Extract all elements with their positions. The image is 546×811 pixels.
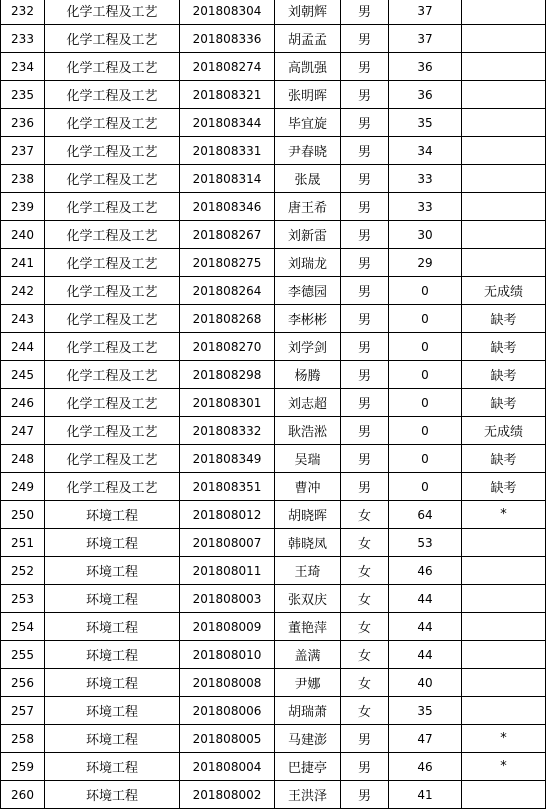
major-cell: 化学工程及工艺 — [45, 53, 180, 81]
student-id-cell: 201808351 — [180, 473, 275, 501]
row-number-cell: 250 — [1, 501, 45, 529]
note-cell: 缺考 — [462, 473, 546, 501]
score-cell: 46 — [389, 753, 462, 781]
student-name-cell: 巴捷亭 — [275, 753, 341, 781]
score-cell: 0 — [389, 277, 462, 305]
gender-cell: 男 — [341, 0, 389, 25]
note-cell — [462, 137, 546, 165]
score-cell: 44 — [389, 641, 462, 669]
major-cell: 化学工程及工艺 — [45, 109, 180, 137]
student-id-cell: 201808346 — [180, 193, 275, 221]
note-cell — [462, 25, 546, 53]
student-id-cell: 201808264 — [180, 277, 275, 305]
student-name-cell: 韩晓凤 — [275, 529, 341, 557]
row-number-cell: 243 — [1, 305, 45, 333]
student-name-cell: 尹春晓 — [275, 137, 341, 165]
major-cell: 环境工程 — [45, 585, 180, 613]
gender-cell: 男 — [341, 753, 389, 781]
score-cell: 37 — [389, 25, 462, 53]
gender-cell: 男 — [341, 389, 389, 417]
major-cell: 化学工程及工艺 — [45, 249, 180, 277]
row-number-cell: 241 — [1, 249, 45, 277]
table-row — [1, 165, 546, 193]
gender-cell: 男 — [341, 445, 389, 473]
note-cell — [462, 81, 546, 109]
note-cell — [462, 0, 546, 25]
major-cell: 化学工程及工艺 — [45, 81, 180, 109]
note-cell — [462, 781, 546, 809]
student-name-cell: 王洪泽 — [275, 781, 341, 809]
gender-cell: 男 — [341, 725, 389, 753]
major-cell: 化学工程及工艺 — [45, 473, 180, 501]
student-id-cell: 201808004 — [180, 753, 275, 781]
table-row — [1, 669, 546, 697]
student-id-cell: 201808268 — [180, 305, 275, 333]
gender-cell: 女 — [341, 613, 389, 641]
student-name-cell: 刘学剑 — [275, 333, 341, 361]
score-cell: 44 — [389, 585, 462, 613]
student-name-cell: 毕宜旋 — [275, 109, 341, 137]
table-row — [1, 613, 546, 641]
student-name-cell: 胡孟孟 — [275, 25, 341, 53]
row-number-cell: 251 — [1, 529, 45, 557]
score-cell: 29 — [389, 249, 462, 277]
table-row — [1, 53, 546, 81]
note-cell — [462, 53, 546, 81]
student-id-cell: 201808006 — [180, 697, 275, 725]
major-cell: 环境工程 — [45, 641, 180, 669]
student-id-cell: 201808301 — [180, 389, 275, 417]
student-id-cell: 201808274 — [180, 53, 275, 81]
gender-cell: 男 — [341, 417, 389, 445]
student-id-cell: 201808304 — [180, 0, 275, 25]
student-name-cell: 董艳萍 — [275, 613, 341, 641]
note-cell: 缺考 — [462, 389, 546, 417]
table-row — [1, 725, 546, 753]
note-cell — [462, 557, 546, 585]
table-row — [1, 193, 546, 221]
row-number-cell: 246 — [1, 389, 45, 417]
major-cell: 化学工程及工艺 — [45, 445, 180, 473]
major-cell: 环境工程 — [45, 669, 180, 697]
note-cell: * — [462, 753, 546, 781]
row-number-cell: 247 — [1, 417, 45, 445]
table-row — [1, 333, 546, 361]
student-id-cell: 201808349 — [180, 445, 275, 473]
student-name-cell: 刘新雷 — [275, 221, 341, 249]
note-cell: 缺考 — [462, 445, 546, 473]
gender-cell: 男 — [341, 361, 389, 389]
student-name-cell: 刘志超 — [275, 389, 341, 417]
score-cell: 37 — [389, 0, 462, 25]
score-cell: 53 — [389, 529, 462, 557]
student-id-cell: 201808332 — [180, 417, 275, 445]
note-cell: * — [462, 725, 546, 753]
gender-cell: 男 — [341, 333, 389, 361]
score-cell: 36 — [389, 53, 462, 81]
row-number-cell: 239 — [1, 193, 45, 221]
major-cell: 化学工程及工艺 — [45, 137, 180, 165]
major-cell: 化学工程及工艺 — [45, 193, 180, 221]
row-number-cell: 260 — [1, 781, 45, 809]
student-name-cell: 曹冲 — [275, 473, 341, 501]
score-cell: 35 — [389, 109, 462, 137]
student-name-cell: 高凯强 — [275, 53, 341, 81]
row-number-cell: 238 — [1, 165, 45, 193]
score-cell: 46 — [389, 557, 462, 585]
score-cell: 30 — [389, 221, 462, 249]
gender-cell: 男 — [341, 277, 389, 305]
gender-cell: 女 — [341, 641, 389, 669]
student-id-cell: 201808267 — [180, 221, 275, 249]
major-cell: 化学工程及工艺 — [45, 165, 180, 193]
major-cell: 化学工程及工艺 — [45, 333, 180, 361]
row-number-cell: 249 — [1, 473, 45, 501]
table-row — [1, 445, 546, 473]
row-number-cell: 245 — [1, 361, 45, 389]
score-cell: 0 — [389, 305, 462, 333]
table-row — [1, 529, 546, 557]
score-cell: 33 — [389, 165, 462, 193]
gender-cell: 女 — [341, 501, 389, 529]
table-row — [1, 585, 546, 613]
row-number-cell: 236 — [1, 109, 45, 137]
student-name-cell: 胡晓晖 — [275, 501, 341, 529]
score-cell: 0 — [389, 389, 462, 417]
note-cell — [462, 249, 546, 277]
note-cell: 无成绩 — [462, 417, 546, 445]
score-cell: 0 — [389, 361, 462, 389]
student-id-cell: 201808298 — [180, 361, 275, 389]
major-cell: 环境工程 — [45, 501, 180, 529]
table-row — [1, 81, 546, 109]
gender-cell: 男 — [341, 473, 389, 501]
student-name-cell: 盖满 — [275, 641, 341, 669]
table-row — [1, 753, 546, 781]
major-cell: 化学工程及工艺 — [45, 389, 180, 417]
note-cell — [462, 165, 546, 193]
student-id-cell: 201808003 — [180, 585, 275, 613]
table-row — [1, 305, 546, 333]
gender-cell: 男 — [341, 53, 389, 81]
row-number-cell: 233 — [1, 25, 45, 53]
note-cell: 无成绩 — [462, 277, 546, 305]
gender-cell: 男 — [341, 165, 389, 193]
gender-cell: 女 — [341, 529, 389, 557]
note-cell — [462, 697, 546, 725]
note-cell: * — [462, 501, 546, 529]
score-cell: 0 — [389, 445, 462, 473]
row-number-cell: 235 — [1, 81, 45, 109]
student-name-cell: 王琦 — [275, 557, 341, 585]
row-number-cell: 254 — [1, 613, 45, 641]
gender-cell: 男 — [341, 109, 389, 137]
note-cell — [462, 641, 546, 669]
gender-cell: 女 — [341, 669, 389, 697]
table-row — [1, 473, 546, 501]
score-cell: 0 — [389, 473, 462, 501]
table-row — [1, 417, 546, 445]
student-name-cell: 李彬彬 — [275, 305, 341, 333]
student-id-cell: 201808270 — [180, 333, 275, 361]
student-name-cell: 胡瑞萧 — [275, 697, 341, 725]
table-row — [1, 697, 546, 725]
note-cell — [462, 529, 546, 557]
student-id-cell: 201808321 — [180, 81, 275, 109]
row-number-cell: 252 — [1, 557, 45, 585]
table-row — [1, 557, 546, 585]
note-cell — [462, 669, 546, 697]
student-id-cell: 201808314 — [180, 165, 275, 193]
score-cell: 41 — [389, 781, 462, 809]
row-number-cell: 244 — [1, 333, 45, 361]
student-name-cell: 尹娜 — [275, 669, 341, 697]
gender-cell: 女 — [341, 697, 389, 725]
score-cell: 64 — [389, 501, 462, 529]
gender-cell: 男 — [341, 781, 389, 809]
score-cell: 40 — [389, 669, 462, 697]
major-cell: 环境工程 — [45, 529, 180, 557]
student-id-cell: 201808002 — [180, 781, 275, 809]
student-name-cell: 张双庆 — [275, 585, 341, 613]
table-row — [1, 781, 546, 809]
major-cell: 环境工程 — [45, 753, 180, 781]
table-row — [1, 249, 546, 277]
gender-cell: 男 — [341, 305, 389, 333]
student-id-cell: 201808005 — [180, 725, 275, 753]
gender-cell: 女 — [341, 557, 389, 585]
row-number-cell: 259 — [1, 753, 45, 781]
score-cell: 44 — [389, 613, 462, 641]
major-cell: 化学工程及工艺 — [45, 277, 180, 305]
table-row — [1, 389, 546, 417]
table-row — [1, 137, 546, 165]
major-cell: 环境工程 — [45, 697, 180, 725]
major-cell: 化学工程及工艺 — [45, 305, 180, 333]
table-row — [1, 277, 546, 305]
table-row — [1, 0, 546, 25]
student-name-cell: 刘朝辉 — [275, 0, 341, 25]
table-row — [1, 109, 546, 137]
score-cell: 33 — [389, 193, 462, 221]
major-cell: 化学工程及工艺 — [45, 361, 180, 389]
major-cell: 环境工程 — [45, 781, 180, 809]
student-name-cell: 张明晖 — [275, 81, 341, 109]
major-cell: 化学工程及工艺 — [45, 221, 180, 249]
table-row — [1, 501, 546, 529]
gender-cell: 男 — [341, 221, 389, 249]
note-cell — [462, 585, 546, 613]
major-cell: 化学工程及工艺 — [45, 25, 180, 53]
student-id-cell: 201808012 — [180, 501, 275, 529]
score-cell: 0 — [389, 333, 462, 361]
student-id-cell: 201808008 — [180, 669, 275, 697]
student-name-cell: 李德园 — [275, 277, 341, 305]
row-number-cell: 232 — [1, 0, 45, 25]
table-row — [1, 641, 546, 669]
row-number-cell: 257 — [1, 697, 45, 725]
row-number-cell: 253 — [1, 585, 45, 613]
student-id-cell: 201808007 — [180, 529, 275, 557]
table-row — [1, 25, 546, 53]
score-cell: 34 — [389, 137, 462, 165]
student-name-cell: 张晟 — [275, 165, 341, 193]
score-table-body — [1, 0, 546, 809]
student-name-cell: 耿浩淞 — [275, 417, 341, 445]
note-cell: 缺考 — [462, 305, 546, 333]
student-id-cell: 201808275 — [180, 249, 275, 277]
major-cell: 环境工程 — [45, 725, 180, 753]
student-id-cell: 201808010 — [180, 641, 275, 669]
note-cell: 缺考 — [462, 333, 546, 361]
major-cell: 环境工程 — [45, 557, 180, 585]
student-id-cell: 201808331 — [180, 137, 275, 165]
student-id-cell: 201808344 — [180, 109, 275, 137]
gender-cell: 女 — [341, 585, 389, 613]
student-name-cell: 杨腾 — [275, 361, 341, 389]
row-number-cell: 237 — [1, 137, 45, 165]
row-number-cell: 258 — [1, 725, 45, 753]
row-number-cell: 240 — [1, 221, 45, 249]
row-number-cell: 234 — [1, 53, 45, 81]
major-cell: 化学工程及工艺 — [45, 0, 180, 25]
note-cell — [462, 109, 546, 137]
note-cell — [462, 613, 546, 641]
row-number-cell: 242 — [1, 277, 45, 305]
score-cell: 36 — [389, 81, 462, 109]
score-cell: 47 — [389, 725, 462, 753]
student-name-cell: 吴瑞 — [275, 445, 341, 473]
row-number-cell: 255 — [1, 641, 45, 669]
gender-cell: 男 — [341, 81, 389, 109]
student-id-cell: 201808009 — [180, 613, 275, 641]
table-row — [1, 361, 546, 389]
student-name-cell: 唐王希 — [275, 193, 341, 221]
gender-cell: 男 — [341, 137, 389, 165]
gender-cell: 男 — [341, 193, 389, 221]
gender-cell: 男 — [341, 249, 389, 277]
major-cell: 化学工程及工艺 — [45, 417, 180, 445]
row-number-cell: 256 — [1, 669, 45, 697]
row-number-cell: 248 — [1, 445, 45, 473]
student-name-cell: 刘瑞龙 — [275, 249, 341, 277]
major-cell: 环境工程 — [45, 613, 180, 641]
table-row — [1, 221, 546, 249]
student-id-cell: 201808336 — [180, 25, 275, 53]
note-cell: 缺考 — [462, 361, 546, 389]
student-id-cell: 201808011 — [180, 557, 275, 585]
student-name-cell: 马建澎 — [275, 725, 341, 753]
gender-cell: 男 — [341, 25, 389, 53]
note-cell — [462, 193, 546, 221]
score-cell: 0 — [389, 417, 462, 445]
score-cell: 35 — [389, 697, 462, 725]
note-cell — [462, 221, 546, 249]
